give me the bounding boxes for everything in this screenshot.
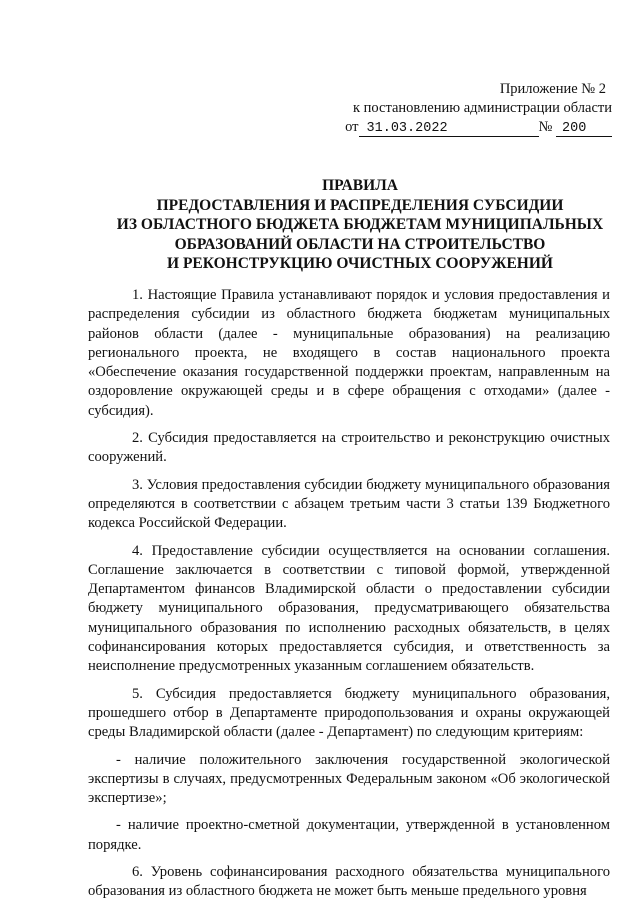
- paragraph-4: 4. Предоставление субсидии осуществляется на основании соглашения. Соглашение заключается в соответствии с типовой формой, утвержденной Департаментом финансов Владимирской области о предоставлении субсидии бюджету муниципального образования, предусматривающего обязательства муниципального образования по исполнению расходных обязательств, в целях софинансирования которых предоставляется субсидия, и ответственность за неисполнение предусмотренных указанным соглашением обязательств.: [88, 542, 610, 675]
- criteria-item-1: - наличие положительного заключения государственной экологической экспертизы в случаях, предусмотренных Федеральным законом «Об экологической экспертизе»;: [88, 751, 610, 807]
- paragraph-5: 5. Субсидия предоставляется бюджету муниципального образования, прошедшего отбор в Департаменте природопользования и охраны окружающей среды Владимирской области (далее - Департамент) по следующим критериям:: [88, 685, 610, 741]
- appendix-block: [339, 80, 612, 137]
- rules-heading: [110, 176, 610, 274]
- criteria-item-2: - наличие проектно-сметной документации, утвержденной в установленном порядке.: [88, 817, 610, 853]
- heading-line: ОБРАЗОВАНИЙ ОБЛАСТИ НА СТРОИТЕЛЬСТВО: [174, 235, 546, 253]
- decree-number: 200: [556, 121, 612, 137]
- paragraph-3: 3. Условия предоставления субсидии бюджету муниципального образования определяются в соответствии с абзацем третьим части 3 статьи 139 Бюджетного кодекса Российской Федерации.: [88, 476, 610, 532]
- appendix-title: Приложение № 2: [499, 81, 606, 97]
- from-label: от: [345, 119, 359, 135]
- paragraph-1: 1. Настоящие Правила устанавливают порядок и условия предоставления и распределения субсидии из областного бюджета бюджетам муниципальных районов области (далее - муниципальные образования) на реализацию регионального проекта, не входящего в состав национального проекта «Обеспечение оказания государственной поддержки проектам, направленным на оздоровление окружающей среды и в сфере обращения с отходами» (далее - субсидия).: [88, 287, 610, 419]
- decree-date: 31.03.2022: [359, 121, 539, 137]
- document-body: [88, 286, 610, 910]
- heading-line: И РЕКОНСТРУКЦИЮ ОЧИСТНЫХ СООРУЖЕНИЙ: [167, 255, 553, 273]
- appendix-date-line: [345, 118, 612, 137]
- paragraph-2: 2. Субсидия предоставляется на строительство и реконструкцию очистных сооружений.: [88, 430, 610, 466]
- heading-line: ИЗ ОБЛАСТНОГО БЮДЖЕТА БЮДЖЕТАМ МУНИЦИПАЛЬНЫХ: [116, 216, 604, 234]
- appendix-subtitle: к постановлению администрации области: [352, 100, 612, 116]
- number-label: №: [538, 119, 553, 135]
- heading-line: ПРЕДОСТАВЛЕНИЯ И РАСПРЕДЕЛЕНИЯ СУБСИДИИ: [156, 196, 564, 214]
- paragraph-6: 6. Уровень софинансирования расходного обязательства муниципального образования из областного бюджета не может быть меньше предельного уровня: [88, 864, 610, 900]
- heading-line: ПРАВИЛА: [322, 177, 398, 194]
